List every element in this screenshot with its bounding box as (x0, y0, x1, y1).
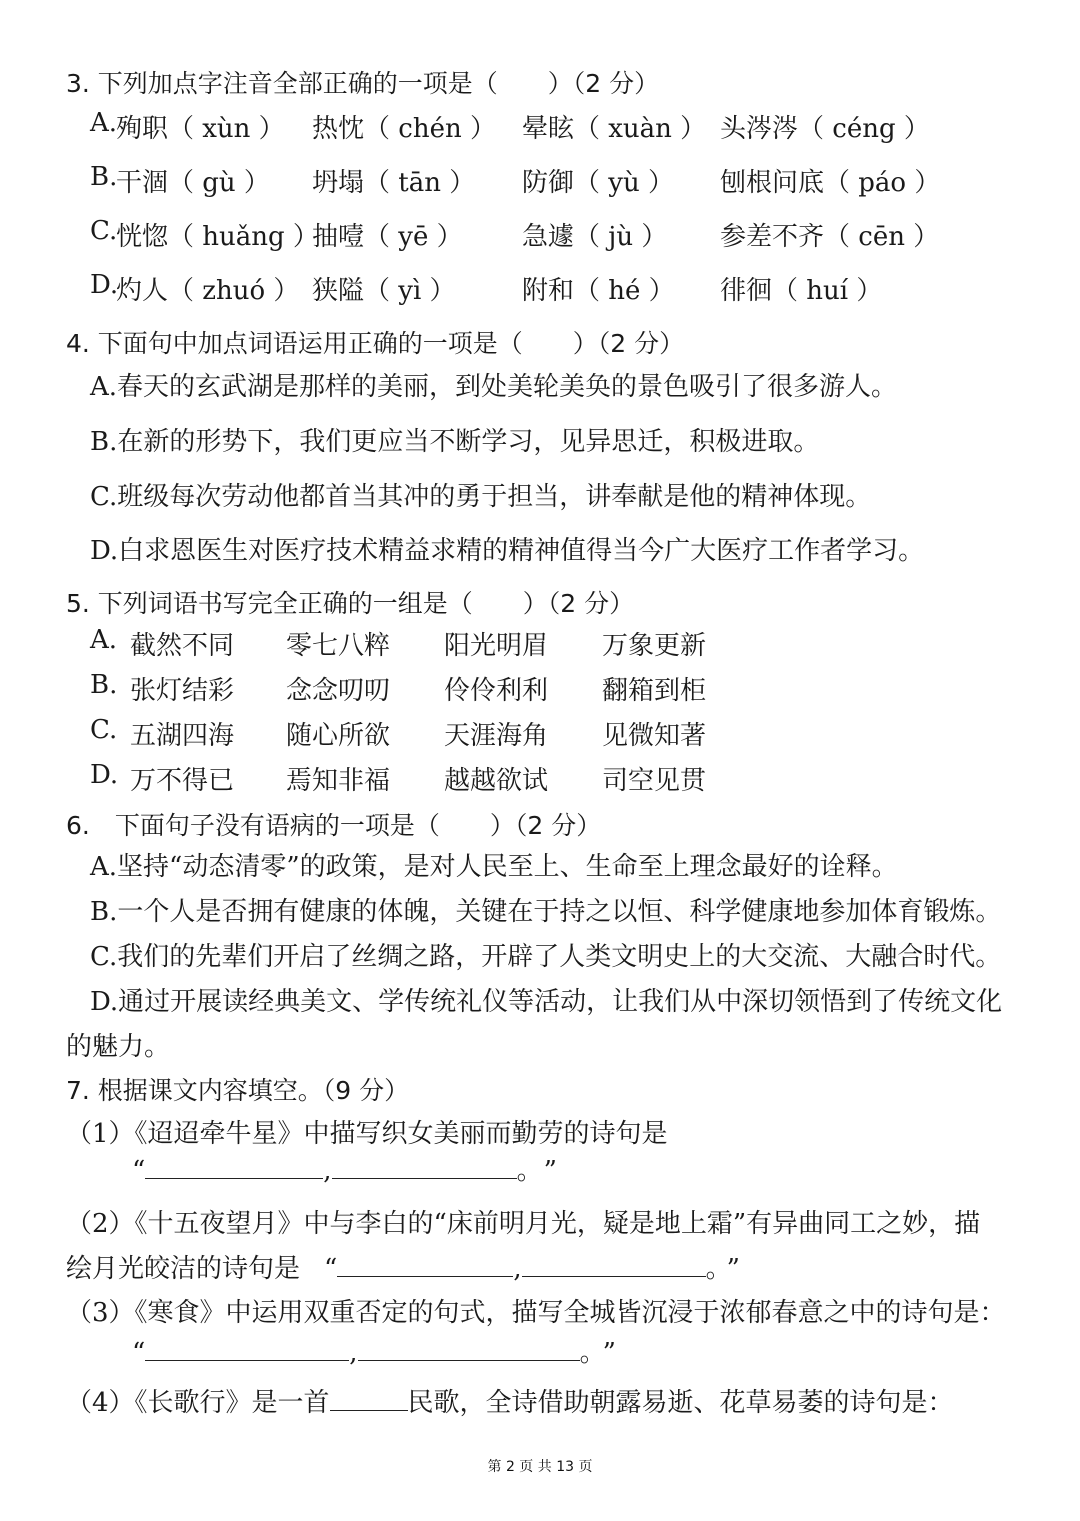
q3-d-item-2: 狭隘（ yì ） (312, 276, 456, 306)
q4-option-a: A.春天的玄武湖是那样的美丽，到处美轮美奂的景色吸引了很多游人。 (90, 372, 898, 402)
q6-option-a: A.坚持“动态清零”的政策，是对人民至上、生命至上理念最好的诠释。 (90, 852, 898, 882)
period: 。 (579, 1338, 593, 1368)
open-quote: “ (132, 1156, 146, 1186)
q5-d-item-2: 焉知非福 (286, 766, 391, 796)
q5-c-item-3: 天涯海角 (444, 721, 549, 751)
q5-d-item-3: 越越欲试 (444, 766, 549, 796)
q4-option-b: B.在新的形势下，我们更应当不断学习，见异思迁，积极进取。 (90, 427, 820, 457)
q5-c-label: C. (90, 715, 118, 745)
q3-title: 3. 下列加点字注音全部正确的一项是（ ）（2 分） (66, 69, 660, 98)
q5-b-label: B. (90, 670, 118, 700)
q7-part3-blank-1[interactable] (145, 1336, 349, 1361)
q5-c-item-2: 随心所欲 (286, 721, 391, 751)
q3-a-item-2: 热忱（ chén ） (312, 114, 496, 144)
period: 。 (516, 1156, 530, 1186)
q7-part1-blank-2[interactable] (332, 1154, 517, 1179)
q3-b-item-2: 坍塌（ tān ） (312, 168, 476, 198)
q5-b-item-2: 念念叨叨 (286, 676, 391, 706)
q7-part2-blank-2[interactable] (522, 1252, 706, 1277)
q3-c-item-1: 恍惚（ huǎng ） (116, 222, 319, 252)
q3-a-item-3: 晕眩（ xuàn ） (522, 114, 707, 144)
q3-a-label: A. (90, 108, 118, 138)
q3-c-label: C. (90, 216, 118, 246)
comma: , (513, 1254, 522, 1284)
q7-part1-blank-1[interactable] (145, 1154, 323, 1179)
q3-c-item-4: 参差不齐（ cēn ） (720, 222, 940, 252)
q5-b-item-3: 伶伶利利 (444, 676, 549, 706)
close-quote: ” (602, 1338, 616, 1368)
q6-option-d-continuation: 的魅力。 (66, 1032, 171, 1062)
q3-d-label: D. (90, 270, 119, 300)
q3-b-label: B. (90, 162, 118, 192)
q5-b-item-1: 张灯结彩 (130, 676, 235, 706)
q7-part3-blank-2[interactable] (358, 1336, 580, 1361)
q7-part2-prompt-line2 (66, 1248, 740, 1285)
q7-part4-prompt (66, 1382, 954, 1419)
q3-b-item-4: 刨根问底（ páo ） (720, 168, 941, 198)
q5-d-label: D. (90, 760, 119, 790)
comma: , (323, 1156, 332, 1186)
q7-part2-prompt-tail: 绘月光皎洁的诗句是 (66, 1254, 301, 1284)
q6-option-d: D.通过开展读经典美文、学传统礼仪等活动，让我们从中深切领悟到了传统文化 (90, 987, 1003, 1017)
q7-part4-after: 民歌，全诗借助朝露易逝、花草易萎的诗句是： (407, 1388, 954, 1418)
q5-d-item-1: 万不得已 (130, 766, 235, 796)
page-footer: 第 2 页 共 13 页 (487, 1459, 593, 1475)
q5-a-item-1: 截然不同 (130, 631, 235, 661)
q4-title: 4. 下面句中加点词语运用正确的一项是（ ）（2 分） (66, 329, 685, 358)
q3-d-item-3: 附和（ hé ） (522, 276, 675, 306)
q7-part3-prompt: （3）《寒食》中运用双重否定的句式，描写全城皆沉浸于浓郁春意之中的诗句是： (66, 1298, 1006, 1328)
q7-part1-answer (132, 1150, 557, 1187)
q6-title: 6. 下面句子没有语病的一项是（ ）（2 分） (66, 811, 602, 840)
q7-part4-blank[interactable] (330, 1386, 408, 1411)
period: 。 (705, 1254, 719, 1284)
q4-option-c: C.班级每次劳动他都首当其冲的勇于担当，讲奉献是他的精神体现。 (90, 482, 872, 512)
q3-d-item-1: 灼人（ zhuó ） (116, 276, 300, 306)
q5-c-item-4: 见微知著 (602, 721, 707, 751)
q3-c-item-3: 急遽（ jù ） (522, 222, 668, 252)
q5-d-item-4: 司空见贯 (602, 766, 707, 796)
open-quote: “ (132, 1338, 146, 1368)
q3-c-item-2: 抽噎（ yē ） (312, 222, 463, 252)
q3-b-item-1: 干涸（ gù ） (116, 168, 270, 198)
comma: , (349, 1338, 358, 1368)
q5-a-item-4: 万象更新 (602, 631, 707, 661)
q3-a-item-1: 殉职（ xùn ） (116, 114, 285, 144)
q7-title: 7. 根据课文内容填空。（9 分） (66, 1076, 410, 1105)
q5-c-item-1: 五湖四海 (130, 721, 235, 751)
q5-b-item-4: 翻箱到柜 (602, 676, 707, 706)
q3-a-item-4: 头涔涔（ céng ） (720, 114, 930, 144)
q7-part2-prompt-line1: （2）《十五夜望月》中与李白的“床前明月光，疑是地上霜”有异曲同工之妙，描 (66, 1209, 981, 1239)
q5-title: 5. 下列词语书写完全正确的一组是（ ）（2 分） (66, 589, 635, 618)
open-quote: “ (324, 1254, 338, 1284)
q6-option-b: B.一个人是否拥有健康的体魄，关键在于持之以恒、科学健康地参加体育锻炼。 (90, 897, 1002, 927)
close-quote: ” (726, 1254, 740, 1284)
q3-d-item-4: 徘徊（ huí ） (720, 276, 883, 306)
q6-option-c: C.我们的先辈们开启了丝绸之路，开辟了人类文明史上的大交流、大融合时代。 (90, 942, 1002, 972)
q5-a-item-2: 零七八粹 (286, 631, 391, 661)
q5-a-item-3: 阳光明眉 (444, 631, 549, 661)
q7-part3-answer (132, 1332, 616, 1369)
q5-a-label: A. (90, 625, 118, 655)
q7-part4-before: （4）《长歌行》是一首 (66, 1388, 330, 1418)
q7-part2-blank-1[interactable] (337, 1252, 513, 1277)
q7-part1-prompt: （1）《迢迢牵牛星》中描写织女美丽而勤劳的诗句是 (66, 1119, 668, 1149)
close-quote: ” (543, 1156, 557, 1186)
q4-option-d: D.白求恩医生对医疗技术精益求精的精神值得当今广大医疗工作者学习。 (90, 536, 925, 566)
q3-b-item-3: 防御（ yù ） (522, 168, 674, 198)
